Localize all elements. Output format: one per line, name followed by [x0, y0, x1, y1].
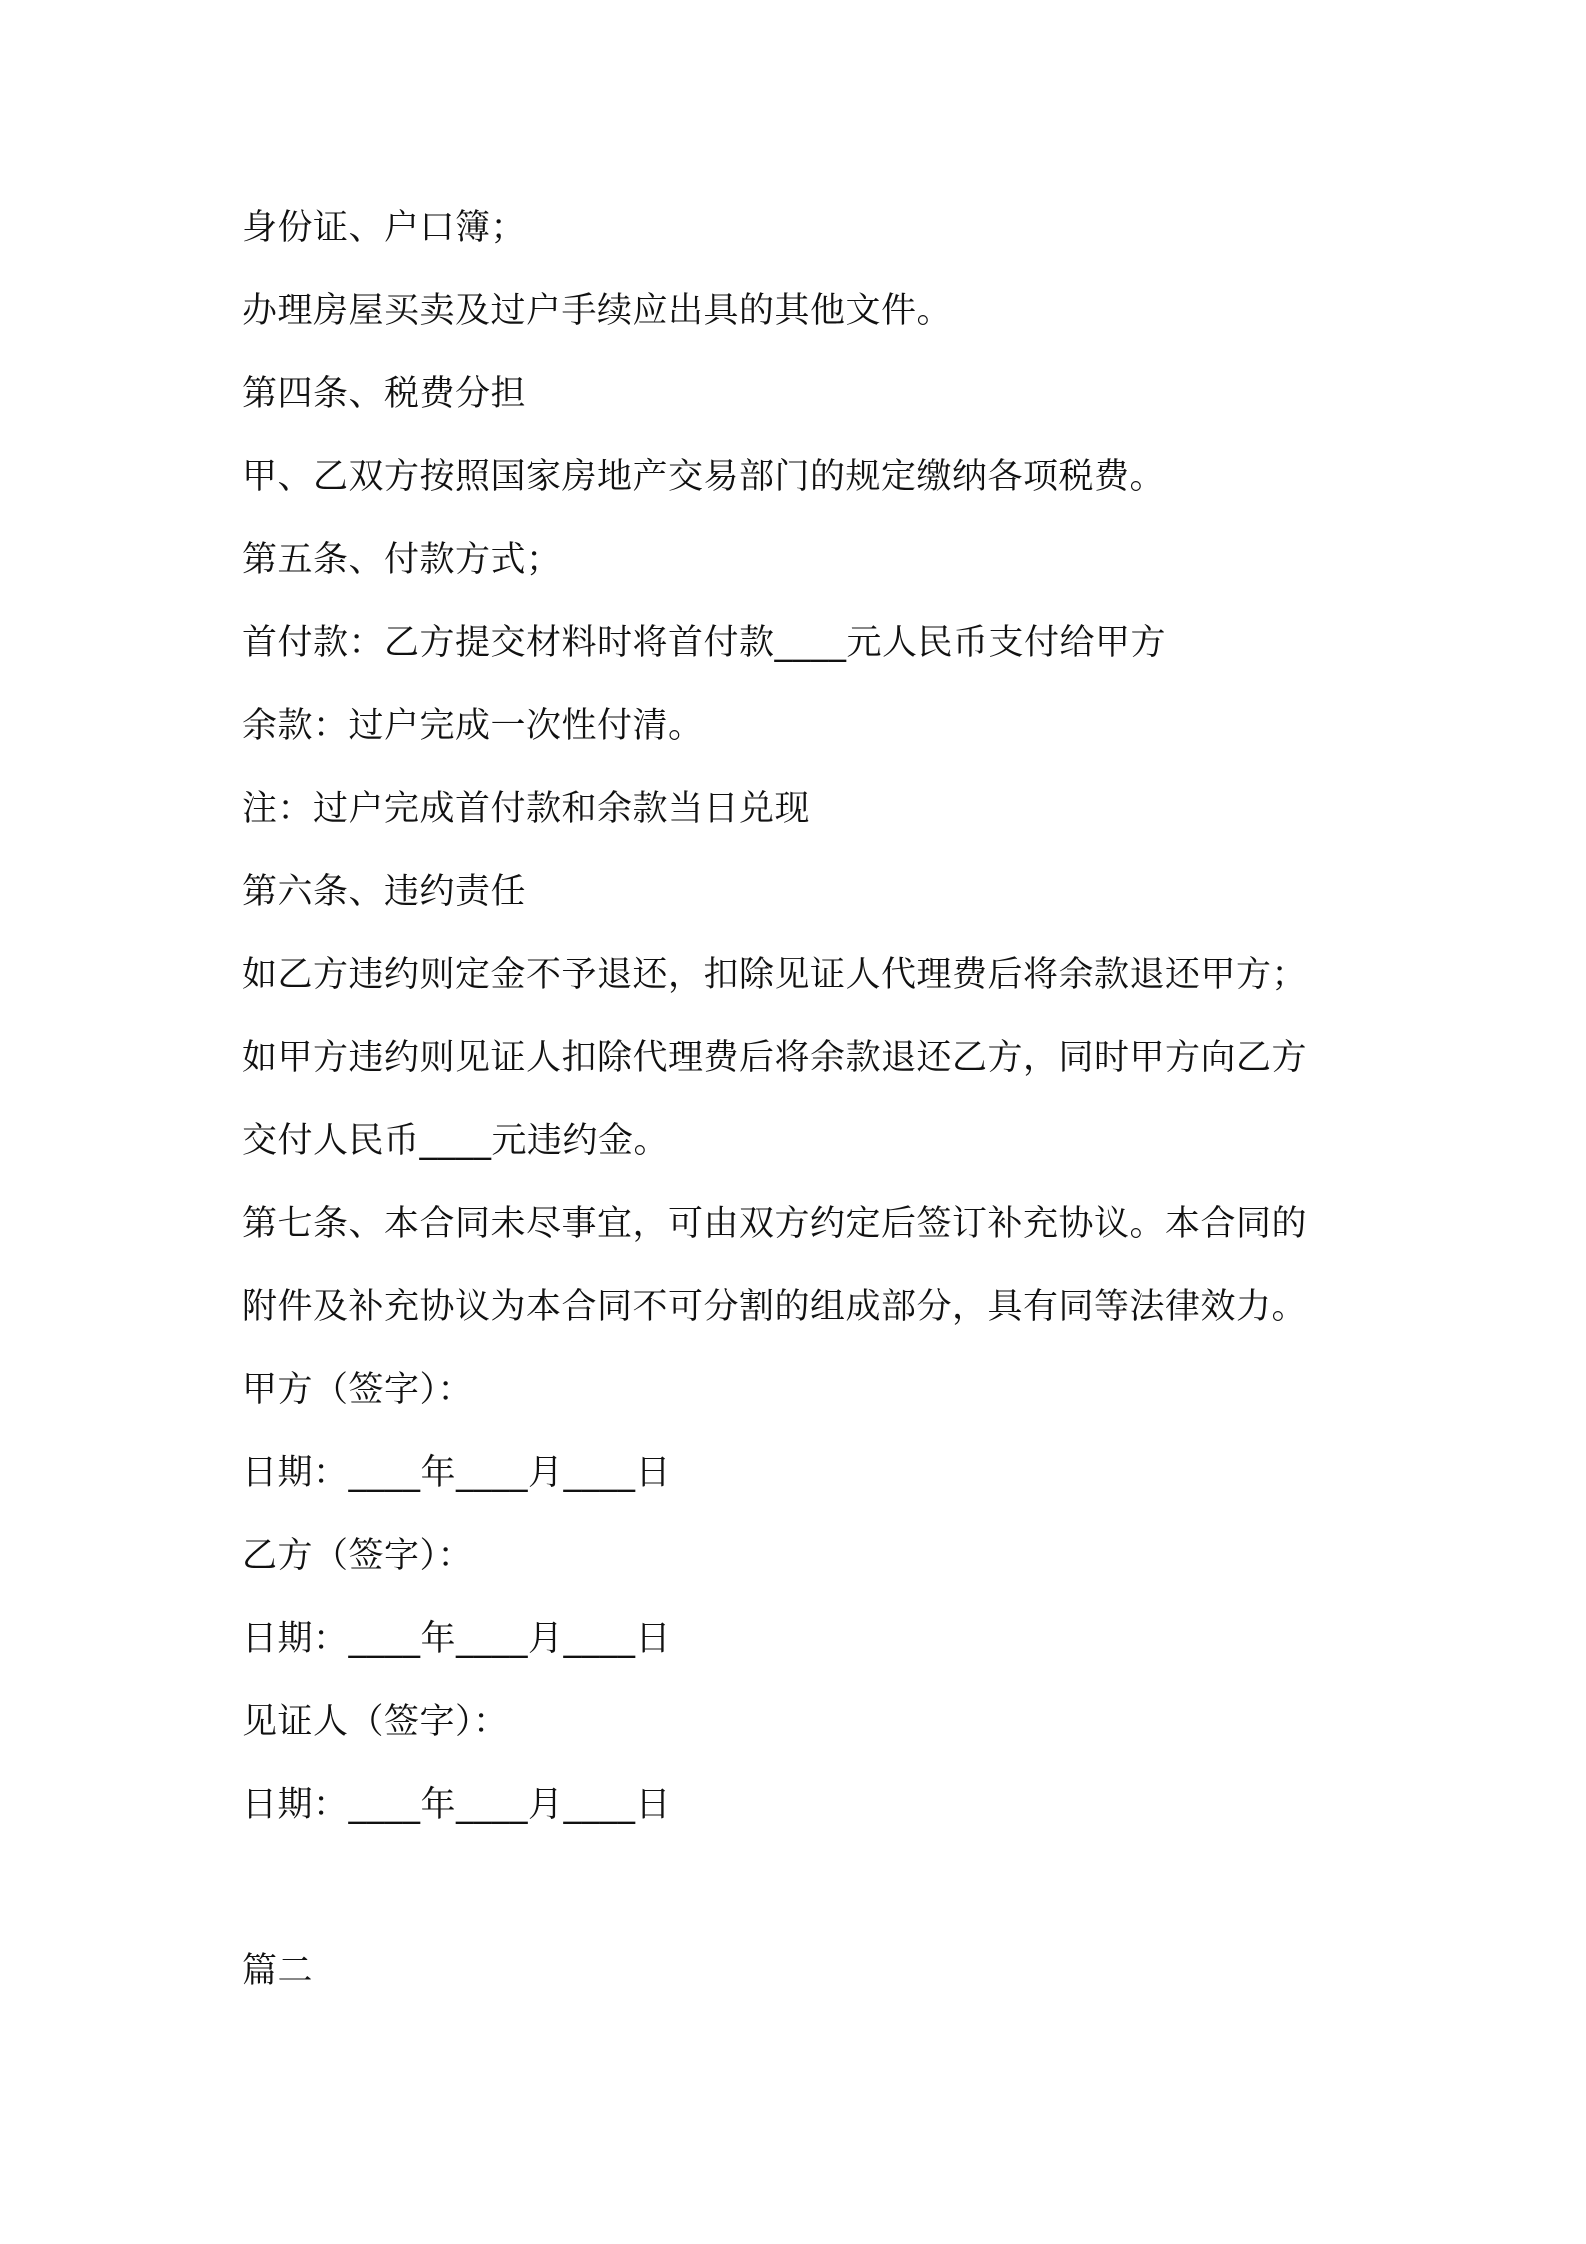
party-b-signature-label: 乙方（签字）：	[242, 1536, 474, 1576]
party-a-signature-label: 甲方（签字）：	[242, 1370, 474, 1410]
article-7-line-2: 附件及补充协议为本合同不可分割的组成部分，具有同等法律效力。	[242, 1287, 1308, 1327]
section-heading-part-two: 篇二	[242, 1951, 314, 1991]
article-4-heading: 第四条、税费分担	[242, 374, 527, 414]
penalty-amount-line: 交付人民币____元违约金。	[242, 1121, 670, 1161]
breach-party-b-line: 如乙方违约则定金不予退还，扣除见证人代理费后将余款退还甲方；	[242, 955, 1308, 995]
balance-line: 余款：过户完成一次性付清。	[242, 706, 704, 746]
party-a-date-line: 日期：____年____月____日	[242, 1453, 672, 1493]
text-line-id-documents: 身份证、户口簿；	[242, 208, 527, 248]
text-line-other-documents: 办理房屋买卖及过户手续应出具的其他文件。	[242, 291, 953, 331]
down-payment-line: 首付款：乙方提交材料时将首付款____元人民币支付给甲方	[242, 623, 1167, 663]
article-5-heading: 第五条、付款方式；	[242, 540, 562, 580]
party-b-date-line: 日期：____年____月____日	[242, 1619, 672, 1659]
article-4-body: 甲、乙双方按照国家房地产交易部门的规定缴纳各项税费。	[242, 457, 1166, 497]
breach-party-a-line: 如甲方违约则见证人扣除代理费后将余款退还乙方，同时甲方向乙方	[242, 1038, 1308, 1078]
witness-date-line: 日期：____年____月____日	[242, 1785, 672, 1825]
witness-signature-label: 见证人（签字）：	[242, 1702, 509, 1742]
article-6-heading: 第六条、违约责任	[242, 872, 527, 912]
article-7-line-1: 第七条、本合同未尽事宜，可由双方约定后签订补充协议。本合同的	[242, 1204, 1308, 1244]
payment-note-line: 注：过户完成首付款和余款当日兑现	[242, 789, 811, 829]
